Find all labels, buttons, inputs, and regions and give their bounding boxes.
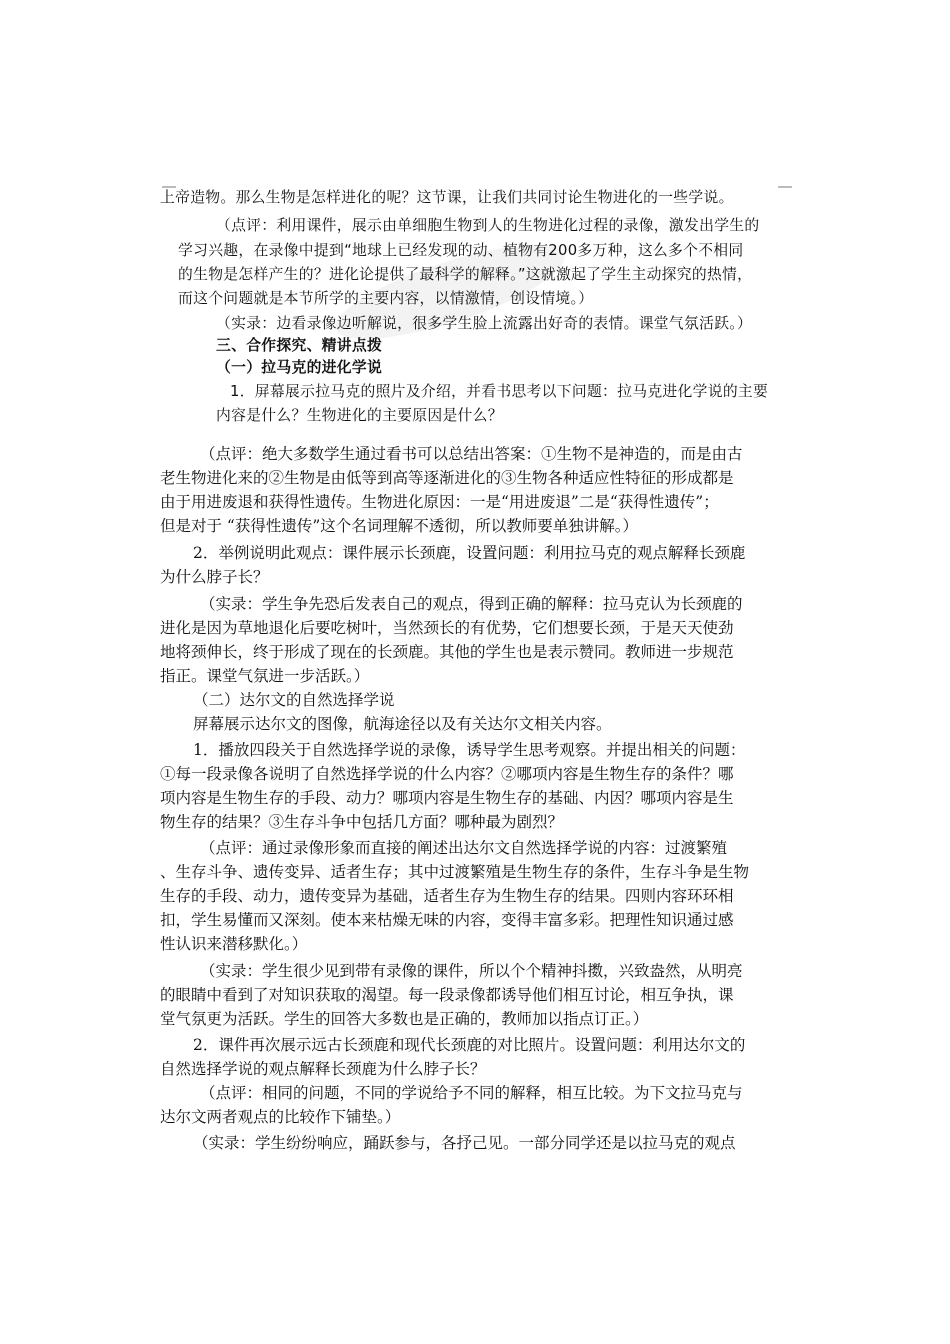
paragraph-line: 屏幕展示达尔文的图像，航海途径以及有关达尔文相关内容。: [193, 715, 612, 733]
comment-line: 、生存斗争、遗传变异、适者生存；其中过渡繁殖是生物生存的条件，生存斗争是生物: [160, 863, 750, 881]
page-corner-mark: [778, 186, 792, 188]
comment-line: 性认识来潜移默化。）: [160, 935, 308, 953]
question-line: 1．播放四段关于自然选择学说的录像，诱导学生思考观察。并提出相关的问题：: [193, 741, 746, 759]
record-line: （实录：学生纷纷响应，踊跃参与，各抒己见。一部分同学还是以拉马克的观点: [193, 1134, 736, 1152]
comment-line: （点评：绝大多数学生通过看书可以总结出答案：①生物不是神造的，而是由古: [200, 445, 743, 463]
record-line: 进化是因为草地退化后要吃树叶，当然颈长的有优势，它们想要长颈，于是天天使劲: [160, 619, 734, 637]
record-line: 的眼睛中看到了对知识获取的渴望。每一段录像都诱导他们相互讨论，相互争执，课: [160, 986, 734, 1004]
comment-line: 生存的手段、动力，遗传变异为基础，适者生存为生物生存的结果。四则内容环环相: [160, 887, 734, 905]
paragraph-line: 上帝造物。那么生物是怎样进化的呢？这节课，让我们共同讨论生物进化的一些学说。: [160, 189, 734, 206]
question-line: 内容是什么？生物进化的主要原因是什么？: [216, 407, 503, 424]
subsection-heading: （一）拉马克的进化学说: [216, 359, 383, 376]
record-line: （实录：边看录像边听解说，很多学生脸上流露出好奇的表情。课堂气氛活跃。）: [216, 315, 753, 332]
comment-line: 由于用进废退和获得性遗传。生物进化原因：一是“用进废退”二是“获得性遗传”；: [160, 493, 719, 511]
record-line: 地将颈伸长，终于形成了现在的长颈鹿。其他的学生也是表示赞同。教师进一步规范: [160, 643, 734, 661]
comment-line: 但是对于 “获得性遗传”这个名词理解不透彻，所以教师要单独讲解。）: [160, 517, 639, 535]
subsection-heading: （二）达尔文的自然选择学说: [193, 691, 395, 709]
comment-line: 而这个问题就是本节所学的主要内容，以情激情，创设情境。）: [178, 290, 594, 307]
record-line: （实录：学生很少见到带有录像的课件，所以个个精神抖擞，兴致盎然，从明亮: [200, 962, 743, 980]
question-line: 2．举例说明此观点：课件展示长颈鹿，设置问题：利用拉马克的观点解释长颈鹿: [193, 544, 746, 562]
record-line: 堂气氛更为活跃。学生的回答大多数也是正确的，教师加以指点订正。）: [160, 1010, 649, 1028]
question-line: 项内容是生物生存的手段、动力？哪项内容是生物生存的基础、内因？哪项内容是生: [160, 789, 734, 807]
record-line: （实录：学生争先恐后发表自己的观点，得到正确的解释：拉马克认为长颈鹿的: [200, 595, 743, 613]
record-line: 指正。课堂气氛进一步活跃。）: [160, 667, 370, 685]
question-line: 物生存的结果？③生存斗争中包括几方面？哪种最为剧烈？: [160, 813, 564, 831]
comment-line: （点评：利用课件，展示由单细胞生物到人的生物进化过程的录像，激发出学生的: [216, 217, 760, 234]
question-line: 为什么脖子长？: [160, 568, 269, 586]
question-line: ①每一段录像各说明了自然选择学说的什么内容？②哪项内容是生物生存的条件？哪: [160, 765, 734, 783]
comment-line: 达尔文两者观点的比较作下铺垫。）: [160, 1108, 401, 1126]
question-line: 2．课件再次展示远古长颈鹿和现代长颈鹿的对比照片。设置问题：利用达尔文的: [193, 1036, 746, 1054]
comment-line: 扣，学生易懂而又深刻。使本来枯燥无味的内容，变得丰富多彩。把理性知识通过感: [160, 911, 734, 929]
question-line: 1．屏幕展示拉马克的照片及介绍，并看书思考以下问题：拉马克进化学说的主要: [230, 383, 769, 400]
section-heading: 三、合作探究、精讲点拨: [216, 337, 383, 354]
comment-line: 学习兴趣，在录像中提到“地球上已经发现的动、植物有200多万种，这么多个不相同: [178, 242, 744, 259]
comment-line: （点评：通过录像形象而直接的阐述出达尔文自然选择学说的内容：过渡繁殖: [200, 839, 728, 857]
question-line: 自然选择学说的观点解释长颈鹿为什么脖子长？: [160, 1060, 486, 1078]
comment-line: 老生物进化来的②生物是由低等到高等逐渐进化的③生物各种适应性特征的形成都是: [160, 469, 734, 487]
comment-line: 的生物是怎样产生的？进化论提供了最科学的解释。”这就激起了学生主动探究的热情，: [178, 266, 753, 283]
comment-line: （点评：相同的问题，不同的学说给予不同的解释，相互比较。为下文拉马克与: [200, 1084, 743, 1102]
